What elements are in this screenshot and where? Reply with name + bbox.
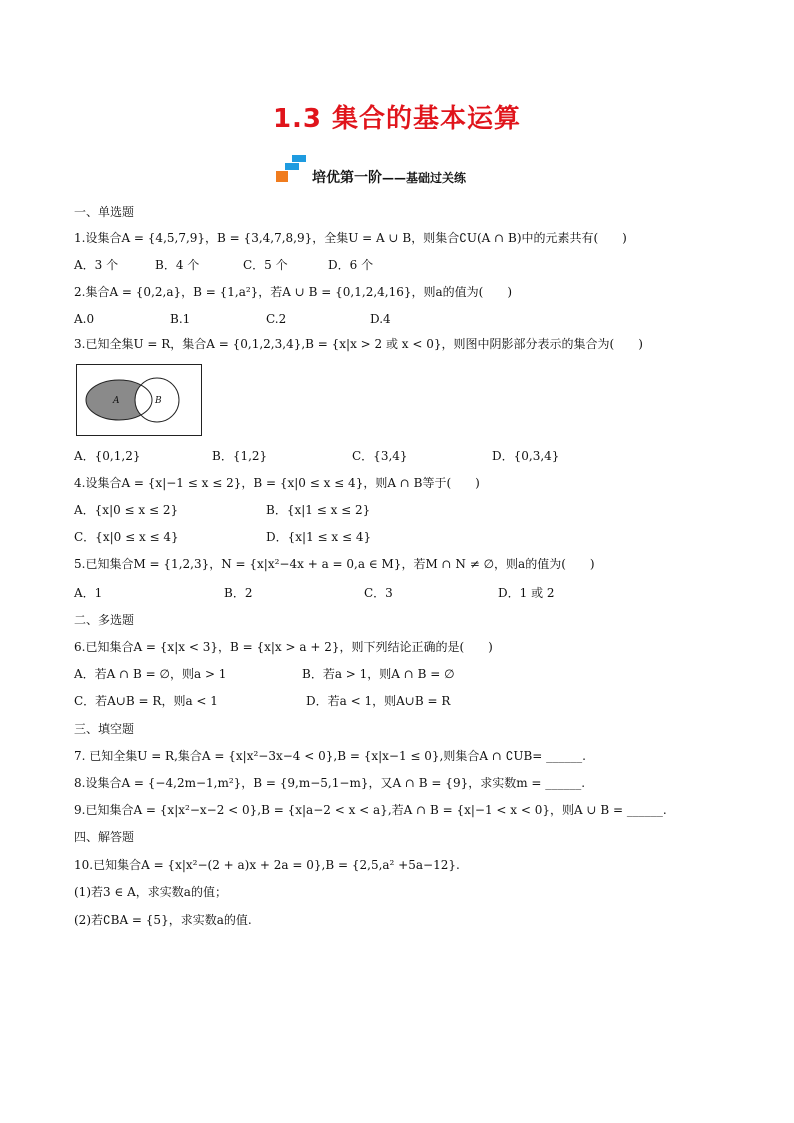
q6-option-b: B．若a > 1，则A ∩ B = ∅ xyxy=(302,667,455,681)
q1-option-c: C．5 个 xyxy=(243,258,288,272)
q6-option-a: A．若A ∩ B = ∅，则a > 1 xyxy=(74,667,227,681)
question-7: 7. 已知全集U = R,集合A = {x|x²−3x−4 < 0},B = {x|x−1 ≤ 0},则集合A ∩ ∁UB= ______. xyxy=(74,749,586,763)
page-title: 1.3 集合的基本运算 xyxy=(272,104,522,134)
venn-label-a: A xyxy=(113,396,120,406)
q2-option-d: D.4 xyxy=(370,312,391,326)
q4-option-b: B．{x|1 ≤ x ≤ 2} xyxy=(266,503,371,517)
q1-option-a: A．3 个 xyxy=(74,258,119,272)
q2-option-a: A.0 xyxy=(74,312,95,326)
q4-option-c: C．{x|0 ≤ x ≤ 4} xyxy=(74,530,179,544)
q1-option-b: B．4 个 xyxy=(155,258,200,272)
question-6: 6.已知集合A = {x|x < 3}，B = {x|x > a + 2}，则下列结论正确的是( ) xyxy=(74,640,493,654)
q6-option-d: D．若a < 1，则A∪B = R xyxy=(306,694,451,708)
question-1: 1.设集合A = {4,5,7,9}，B = {3,4,7,8,9}，全集U = A ∪ B，则集合∁U(A ∩ B)中的元素共有( ) xyxy=(74,231,627,245)
q2-option-b: B.1 xyxy=(170,312,191,326)
section-heading: 三、填空题 xyxy=(74,722,135,736)
venn-svg xyxy=(77,365,201,435)
question-10-part-2: (2)若∁BA = {5}，求实数a的值. xyxy=(74,913,252,927)
question-10: 10.已知集合A = {x|x²−(2 + a)x + 2a = 0},B = {2,5,a² +5a−12}. xyxy=(74,858,460,872)
q5-option-b: B．2 xyxy=(224,586,253,600)
q5-option-c: C．3 xyxy=(364,586,393,600)
venn-label-b: B xyxy=(155,396,162,406)
section-heading: 二、多选题 xyxy=(74,613,135,627)
question-5: 5.已知集合M = {1,2,3}，N = {x|x²−4x + a = 0,a ∈ M}，若M ∩ N ≠ ∅，则a的值为( ) xyxy=(74,557,595,571)
venn-diagram xyxy=(76,364,202,436)
q3-option-a: A．{0,1,2} xyxy=(74,449,141,463)
subtitle-main: 培优第一阶 xyxy=(312,170,382,186)
question-2: 2.集合A = {0,2,a}，B = {1,a²}，若A ∪ B = {0,1,2,4,16}，则a的值为( ) xyxy=(74,285,513,299)
q4-option-d: D．{x|1 ≤ x ≤ 4} xyxy=(266,530,372,544)
q6-option-c: C．若A∪B = R，则a < 1 xyxy=(74,694,218,708)
q5-option-d: D．1 或 2 xyxy=(498,586,555,600)
q3-option-c: C．{3,4} xyxy=(352,449,408,463)
q2-option-c: C.2 xyxy=(266,312,287,326)
question-10-part-1: (1)若3 ∈ A，求实数a的值； xyxy=(74,885,227,899)
q3-option-b: B．{1,2} xyxy=(212,449,268,463)
section-heading: 四、解答题 xyxy=(74,830,135,844)
question-3: 3.已知全集U = R，集合A = {0,1,2,3,4},B = {x|x > 2 或 x < 0}，则图中阴影部分表示的集合为( ) xyxy=(74,337,643,351)
q1-option-d: D．6 个 xyxy=(328,258,374,272)
question-9: 9.已知集合A = {x|x²−x−2 < 0},B = {x|a−2 < x < a},若A ∩ B = {x|−1 < x < 0}，则A ∪ B = ______. xyxy=(74,803,667,817)
steps-logo-icon xyxy=(272,155,308,183)
q5-option-a: A．1 xyxy=(74,586,103,600)
section-heading: 一、单选题 xyxy=(74,205,135,219)
question-8: 8.设集合A = {−4,2m−1,m²}，B = {9,m−5,1−m}，又A ∩ B = {9}，求实数m = ______. xyxy=(74,776,586,790)
question-4: 4.设集合A = {x|−1 ≤ x ≤ 2}，B = {x|0 ≤ x ≤ 4}，则A ∩ B等于( ) xyxy=(74,476,480,490)
q4-option-a: A．{x|0 ≤ x ≤ 2} xyxy=(74,503,179,517)
subtitle-rest: ——基础过关练 xyxy=(382,171,467,185)
q3-option-d: D．{0,3,4} xyxy=(492,449,560,463)
